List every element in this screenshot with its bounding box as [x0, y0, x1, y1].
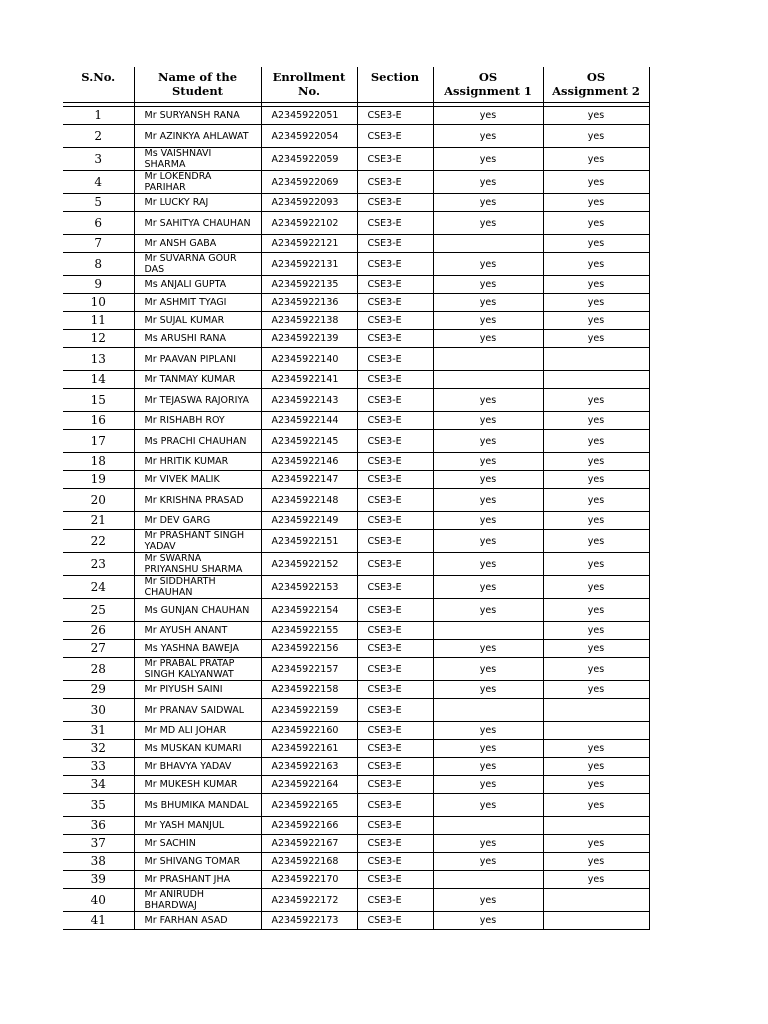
cell-enrollment-no: A2345922146 [261, 453, 357, 471]
cell-sno: 3 [63, 148, 134, 171]
table-row [63, 294, 649, 312]
cell-assignment-2: yes [543, 107, 649, 125]
cell-assignment-2: yes [543, 599, 649, 622]
cell-sno: 40 [63, 889, 134, 912]
table-row [63, 912, 649, 930]
cell-enrollment-no: A2345922151 [261, 530, 357, 553]
cell-enrollment-no: A2345922163 [261, 758, 357, 776]
cell-section: CSE3-E [357, 530, 433, 553]
cell-enrollment-no: A2345922093 [261, 194, 357, 212]
table-row [63, 171, 649, 194]
cell-student-name: Mr YASH MANJUL [134, 817, 261, 835]
cell-assignment-2: yes [543, 430, 649, 453]
cell-student-name: Mr SURYANSH RANA [134, 107, 261, 125]
cell-student-name: Mr SUJAL KUMAR [134, 312, 261, 330]
cell-enrollment-no: A2345922144 [261, 412, 357, 430]
cell-assignment-2 [543, 889, 649, 912]
cell-assignment-1 [433, 348, 543, 371]
cell-student-name: Ms YASHNA BAWEJA [134, 640, 261, 658]
cell-assignment-2: yes [543, 194, 649, 212]
cell-assignment-2: yes [543, 125, 649, 148]
cell-student-name: Mr SIDDHARTH CHAUHAN [134, 576, 261, 599]
cell-enrollment-no: A2345922135 [261, 276, 357, 294]
table-row [63, 212, 649, 235]
cell-section: CSE3-E [357, 776, 433, 794]
table-row [63, 622, 649, 640]
cell-section: CSE3-E [357, 512, 433, 530]
cell-section: CSE3-E [357, 212, 433, 235]
cell-assignment-2: yes [543, 412, 649, 430]
cell-sno: 36 [63, 817, 134, 835]
table-row [63, 348, 649, 371]
cell-enrollment-no: A2345922148 [261, 489, 357, 512]
cell-student-name: Mr ANIRUDH BHARDWAJ [134, 889, 261, 912]
attendance-sheet [63, 67, 650, 930]
table-row [63, 658, 649, 681]
cell-enrollment-no: A2345922165 [261, 794, 357, 817]
cell-sno: 20 [63, 489, 134, 512]
cell-student-name: Mr SWARNA PRIYANSHU SHARMA [134, 553, 261, 576]
cell-assignment-1: yes [433, 835, 543, 853]
cell-assignment-1 [433, 622, 543, 640]
cell-enrollment-no: A2345922152 [261, 553, 357, 576]
cell-sno: 21 [63, 512, 134, 530]
cell-student-name: Ms VAISHNAVI SHARMA [134, 148, 261, 171]
cell-sno: 2 [63, 125, 134, 148]
cell-sno: 19 [63, 471, 134, 489]
cell-assignment-2 [543, 371, 649, 389]
cell-assignment-2: yes [543, 530, 649, 553]
cell-assignment-1: yes [433, 453, 543, 471]
cell-student-name: Mr PAAVAN PIPLANI [134, 348, 261, 371]
cell-assignment-1: yes [433, 276, 543, 294]
cell-sno: 22 [63, 530, 134, 553]
student-table [63, 67, 650, 930]
cell-section: CSE3-E [357, 889, 433, 912]
cell-section: CSE3-E [357, 553, 433, 576]
cell-student-name: Mr DEV GARG [134, 512, 261, 530]
cell-assignment-1: yes [433, 794, 543, 817]
table-row [63, 835, 649, 853]
cell-student-name: Ms BHUMIKA MANDAL [134, 794, 261, 817]
cell-sno: 32 [63, 740, 134, 758]
cell-section: CSE3-E [357, 640, 433, 658]
table-row [63, 194, 649, 212]
cell-assignment-2: yes [543, 453, 649, 471]
table-row [63, 889, 649, 912]
table-row [63, 125, 649, 148]
cell-assignment-1: yes [433, 194, 543, 212]
cell-assignment-2: yes [543, 640, 649, 658]
cell-assignment-2: yes [543, 658, 649, 681]
table-row [63, 330, 649, 348]
cell-assignment-1: yes [433, 212, 543, 235]
cell-assignment-1: yes [433, 889, 543, 912]
cell-sno: 14 [63, 371, 134, 389]
table-row [63, 640, 649, 658]
cell-enrollment-no: A2345922166 [261, 817, 357, 835]
cell-assignment-1: yes [433, 640, 543, 658]
cell-assignment-2 [543, 722, 649, 740]
cell-sno: 17 [63, 430, 134, 453]
cell-assignment-2: yes [543, 148, 649, 171]
cell-enrollment-no: A2345922143 [261, 389, 357, 412]
cell-student-name: Mr MD ALI JOHAR [134, 722, 261, 740]
cell-sno: 27 [63, 640, 134, 658]
cell-enrollment-no: A2345922156 [261, 640, 357, 658]
table-row [63, 576, 649, 599]
cell-enrollment-no: A2345922160 [261, 722, 357, 740]
cell-student-name: Mr PRANAV SAIDWAL [134, 699, 261, 722]
cell-section: CSE3-E [357, 817, 433, 835]
cell-sno: 25 [63, 599, 134, 622]
cell-assignment-1: yes [433, 512, 543, 530]
cell-enrollment-no: A2345922159 [261, 699, 357, 722]
header-assignment-1: OS Assignment 1 [433, 67, 543, 103]
cell-student-name: Mr PRABAL PRATAP SINGH KALYANWAT [134, 658, 261, 681]
cell-assignment-1: yes [433, 171, 543, 194]
cell-student-name: Mr SACHIN [134, 835, 261, 853]
cell-assignment-1: yes [433, 148, 543, 171]
table-row [63, 871, 649, 889]
cell-enrollment-no: A2345922147 [261, 471, 357, 489]
cell-assignment-1: yes [433, 125, 543, 148]
cell-assignment-1: yes [433, 253, 543, 276]
cell-student-name: Mr SUVARNA GOUR DAS [134, 253, 261, 276]
table-row [63, 412, 649, 430]
cell-section: CSE3-E [357, 853, 433, 871]
cell-assignment-2: yes [543, 835, 649, 853]
cell-assignment-1: yes [433, 912, 543, 930]
cell-sno: 35 [63, 794, 134, 817]
cell-sno: 30 [63, 699, 134, 722]
cell-student-name: Mr VIVEK MALIK [134, 471, 261, 489]
cell-enrollment-no: A2345922140 [261, 348, 357, 371]
table-row [63, 530, 649, 553]
cell-assignment-1: yes [433, 330, 543, 348]
cell-section: CSE3-E [357, 194, 433, 212]
cell-student-name: Mr BHAVYA YADAV [134, 758, 261, 776]
cell-enrollment-no: A2345922102 [261, 212, 357, 235]
cell-assignment-1: yes [433, 740, 543, 758]
table-row [63, 817, 649, 835]
cell-sno: 12 [63, 330, 134, 348]
cell-enrollment-no: A2345922131 [261, 253, 357, 276]
table-body [63, 103, 649, 930]
cell-section: CSE3-E [357, 430, 433, 453]
cell-student-name: Mr TANMAY KUMAR [134, 371, 261, 389]
cell-student-name: Mr AZINKYA AHLAWAT [134, 125, 261, 148]
cell-assignment-1: yes [433, 412, 543, 430]
cell-enrollment-no: A2345922154 [261, 599, 357, 622]
cell-section: CSE3-E [357, 871, 433, 889]
cell-assignment-1: yes [433, 576, 543, 599]
cell-assignment-2: yes [543, 312, 649, 330]
table-row [63, 430, 649, 453]
cell-assignment-1: yes [433, 389, 543, 412]
table-row [63, 776, 649, 794]
cell-section: CSE3-E [357, 912, 433, 930]
cell-assignment-2: yes [543, 235, 649, 253]
cell-assignment-2: yes [543, 576, 649, 599]
cell-assignment-1 [433, 871, 543, 889]
cell-section: CSE3-E [357, 576, 433, 599]
table-row [63, 453, 649, 471]
cell-student-name: Mr ASHMIT TYAGI [134, 294, 261, 312]
table-row [63, 722, 649, 740]
cell-assignment-2: yes [543, 871, 649, 889]
cell-sno: 39 [63, 871, 134, 889]
table-row [63, 312, 649, 330]
cell-assignment-1: yes [433, 430, 543, 453]
cell-sno: 18 [63, 453, 134, 471]
cell-enrollment-no: A2345922136 [261, 294, 357, 312]
cell-section: CSE3-E [357, 699, 433, 722]
cell-assignment-1 [433, 371, 543, 389]
cell-assignment-1: yes [433, 294, 543, 312]
cell-assignment-2: yes [543, 776, 649, 794]
header-assignment-2: OS Assignment 2 [543, 67, 649, 103]
cell-student-name: Mr MUKESH KUMAR [134, 776, 261, 794]
header-name: Name of the Student [134, 67, 261, 103]
table-row [63, 107, 649, 125]
cell-section: CSE3-E [357, 312, 433, 330]
cell-section: CSE3-E [357, 330, 433, 348]
cell-assignment-2: yes [543, 758, 649, 776]
cell-assignment-2: yes [543, 253, 649, 276]
cell-sno: 28 [63, 658, 134, 681]
cell-assignment-1: yes [433, 853, 543, 871]
cell-student-name: Mr TEJASWA RAJORIYA [134, 389, 261, 412]
cell-enrollment-no: A2345922173 [261, 912, 357, 930]
cell-enrollment-no: A2345922158 [261, 681, 357, 699]
cell-enrollment-no: A2345922121 [261, 235, 357, 253]
cell-enrollment-no: A2345922172 [261, 889, 357, 912]
cell-sno: 15 [63, 389, 134, 412]
table-row [63, 681, 649, 699]
cell-section: CSE3-E [357, 740, 433, 758]
cell-section: CSE3-E [357, 125, 433, 148]
header-sno: S.No. [63, 67, 134, 103]
cell-section: CSE3-E [357, 276, 433, 294]
cell-assignment-2: yes [543, 489, 649, 512]
cell-sno: 34 [63, 776, 134, 794]
cell-section: CSE3-E [357, 489, 433, 512]
cell-sno: 11 [63, 312, 134, 330]
cell-student-name: Mr LOKENDRA PARIHAR [134, 171, 261, 194]
cell-student-name: Mr SHIVANG TOMAR [134, 853, 261, 871]
cell-enrollment-no: A2345922157 [261, 658, 357, 681]
cell-enrollment-no: A2345922161 [261, 740, 357, 758]
cell-sno: 6 [63, 212, 134, 235]
cell-student-name: Mr RISHABH ROY [134, 412, 261, 430]
table-row [63, 553, 649, 576]
cell-section: CSE3-E [357, 794, 433, 817]
cell-section: CSE3-E [357, 148, 433, 171]
cell-assignment-2: yes [543, 740, 649, 758]
cell-sno: 16 [63, 412, 134, 430]
cell-sno: 10 [63, 294, 134, 312]
cell-enrollment-no: A2345922153 [261, 576, 357, 599]
cell-assignment-2: yes [543, 212, 649, 235]
cell-student-name: Mr AYUSH ANANT [134, 622, 261, 640]
table-row [63, 740, 649, 758]
cell-enrollment-no: A2345922051 [261, 107, 357, 125]
cell-enrollment-no: A2345922141 [261, 371, 357, 389]
cell-sno: 33 [63, 758, 134, 776]
cell-assignment-1 [433, 817, 543, 835]
cell-section: CSE3-E [357, 171, 433, 194]
cell-assignment-1: yes [433, 530, 543, 553]
table-row [63, 599, 649, 622]
cell-assignment-2 [543, 699, 649, 722]
cell-student-name: Mr HRITIK KUMAR [134, 453, 261, 471]
cell-assignment-2: yes [543, 853, 649, 871]
cell-enrollment-no: A2345922170 [261, 871, 357, 889]
cell-assignment-1: yes [433, 776, 543, 794]
table-row [63, 235, 649, 253]
cell-sno: 26 [63, 622, 134, 640]
cell-section: CSE3-E [357, 294, 433, 312]
cell-enrollment-no: A2345922155 [261, 622, 357, 640]
table-row [63, 512, 649, 530]
cell-assignment-2: yes [543, 681, 649, 699]
cell-assignment-2: yes [543, 553, 649, 576]
cell-sno: 7 [63, 235, 134, 253]
cell-sno: 37 [63, 835, 134, 853]
cell-assignment-1 [433, 235, 543, 253]
cell-assignment-1: yes [433, 722, 543, 740]
cell-section: CSE3-E [357, 835, 433, 853]
cell-student-name: Mr LUCKY RAJ [134, 194, 261, 212]
table-row [63, 471, 649, 489]
cell-assignment-2: yes [543, 622, 649, 640]
cell-student-name: Ms PRACHI CHAUHAN [134, 430, 261, 453]
cell-sno: 24 [63, 576, 134, 599]
cell-assignment-2: yes [543, 330, 649, 348]
table-row [63, 276, 649, 294]
table-row [63, 853, 649, 871]
cell-sno: 5 [63, 194, 134, 212]
cell-enrollment-no: A2345922059 [261, 148, 357, 171]
cell-assignment-2 [543, 817, 649, 835]
cell-assignment-1: yes [433, 312, 543, 330]
cell-section: CSE3-E [357, 412, 433, 430]
cell-student-name: Mr FARHAN ASAD [134, 912, 261, 930]
table-row [63, 389, 649, 412]
header-enrollment: Enrollment No. [261, 67, 357, 103]
cell-section: CSE3-E [357, 389, 433, 412]
cell-assignment-2: yes [543, 276, 649, 294]
cell-sno: 13 [63, 348, 134, 371]
cell-assignment-2: yes [543, 389, 649, 412]
cell-enrollment-no: A2345922069 [261, 171, 357, 194]
cell-assignment-1: yes [433, 471, 543, 489]
cell-enrollment-no: A2345922138 [261, 312, 357, 330]
cell-section: CSE3-E [357, 107, 433, 125]
cell-student-name: Ms GUNJAN CHAUHAN [134, 599, 261, 622]
cell-student-name: Ms ARUSHI RANA [134, 330, 261, 348]
cell-student-name: Ms MUSKAN KUMARI [134, 740, 261, 758]
cell-student-name: Mr SAHITYA CHAUHAN [134, 212, 261, 235]
cell-sno: 9 [63, 276, 134, 294]
table-row [63, 794, 649, 817]
cell-assignment-1: yes [433, 658, 543, 681]
cell-section: CSE3-E [357, 599, 433, 622]
cell-assignment-1: yes [433, 553, 543, 576]
table-row [63, 253, 649, 276]
cell-sno: 4 [63, 171, 134, 194]
cell-sno: 8 [63, 253, 134, 276]
cell-student-name: Mr PIYUSH SAINI [134, 681, 261, 699]
cell-student-name: Mr PRASHANT JHA [134, 871, 261, 889]
cell-section: CSE3-E [357, 235, 433, 253]
cell-assignment-1: yes [433, 107, 543, 125]
cell-section: CSE3-E [357, 371, 433, 389]
cell-assignment-2: yes [543, 471, 649, 489]
table-row [63, 699, 649, 722]
table-row [63, 371, 649, 389]
cell-assignment-2: yes [543, 794, 649, 817]
cell-assignment-1: yes [433, 758, 543, 776]
cell-enrollment-no: A2345922054 [261, 125, 357, 148]
cell-student-name: Mr KRISHNA PRASAD [134, 489, 261, 512]
header-row [63, 67, 649, 103]
cell-assignment-2 [543, 348, 649, 371]
table-row [63, 489, 649, 512]
cell-section: CSE3-E [357, 681, 433, 699]
cell-section: CSE3-E [357, 622, 433, 640]
cell-section: CSE3-E [357, 453, 433, 471]
cell-enrollment-no: A2345922168 [261, 853, 357, 871]
cell-sno: 38 [63, 853, 134, 871]
cell-student-name: Mr PRASHANT SINGH YADAV [134, 530, 261, 553]
cell-student-name: Mr ANSH GABA [134, 235, 261, 253]
cell-assignment-1: yes [433, 599, 543, 622]
cell-sno: 1 [63, 107, 134, 125]
cell-sno: 29 [63, 681, 134, 699]
cell-assignment-2 [543, 912, 649, 930]
cell-assignment-1: yes [433, 681, 543, 699]
cell-section: CSE3-E [357, 658, 433, 681]
cell-enrollment-no: A2345922167 [261, 835, 357, 853]
cell-sno: 23 [63, 553, 134, 576]
cell-section: CSE3-E [357, 758, 433, 776]
cell-enrollment-no: A2345922149 [261, 512, 357, 530]
cell-assignment-2: yes [543, 171, 649, 194]
cell-assignment-1 [433, 699, 543, 722]
table-row [63, 148, 649, 171]
cell-enrollment-no: A2345922145 [261, 430, 357, 453]
cell-section: CSE3-E [357, 471, 433, 489]
cell-student-name: Ms ANJALI GUPTA [134, 276, 261, 294]
cell-assignment-1: yes [433, 489, 543, 512]
cell-sno: 31 [63, 722, 134, 740]
cell-assignment-2: yes [543, 294, 649, 312]
table-row [63, 758, 649, 776]
cell-sno: 41 [63, 912, 134, 930]
cell-section: CSE3-E [357, 253, 433, 276]
cell-enrollment-no: A2345922139 [261, 330, 357, 348]
cell-section: CSE3-E [357, 348, 433, 371]
header-section: Section [357, 67, 433, 103]
cell-section: CSE3-E [357, 722, 433, 740]
cell-enrollment-no: A2345922164 [261, 776, 357, 794]
cell-assignment-2: yes [543, 512, 649, 530]
